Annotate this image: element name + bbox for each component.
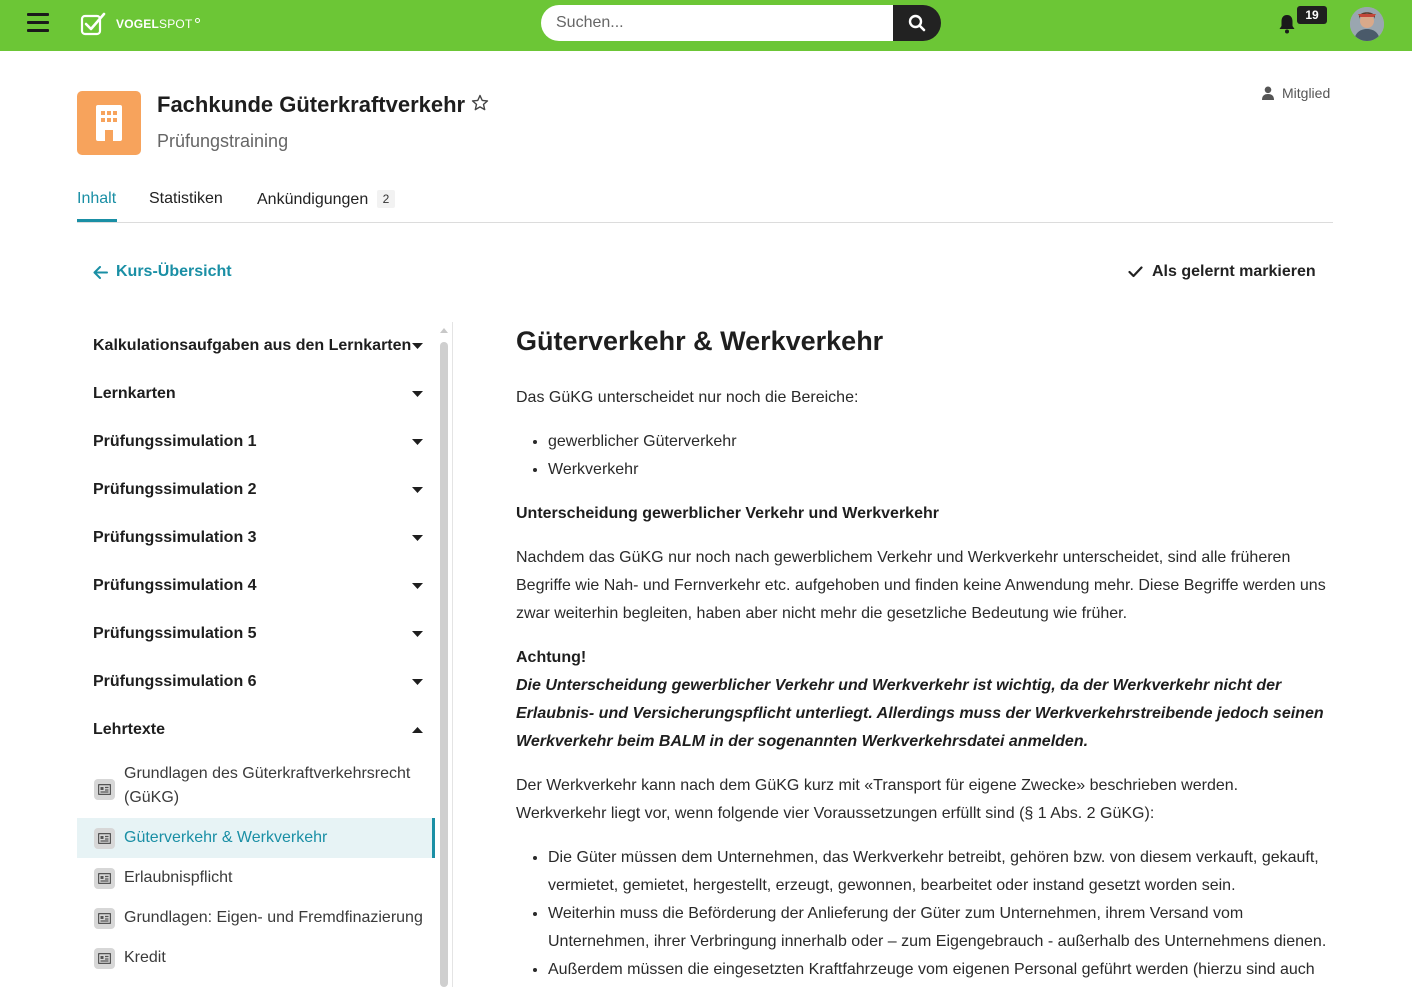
sidebar-divider [452, 322, 453, 987]
lesson-label: Güterverkehr & Werkverkehr [124, 829, 328, 846]
lesson-item[interactable] [77, 898, 435, 938]
warning-text: Die Unterscheidung gewerblicher Verkehr und Werkverkehr ist wichtig, da der Werkverkehr nicht der Erlaubnis- und Versicherungspflicht unterliegt. Allerdings muss der Werkverkehrstreibende jedoch seinen Werkverkehr beim BALM in der sogenannten Werkverkehrsdatei anmelden. [516, 677, 1324, 750]
back-to-course-overview-link[interactable] [93, 263, 232, 281]
sidebar-section[interactable] [93, 514, 423, 562]
tab-label: Statistiken [149, 190, 223, 207]
section-label: Prüfungssimulation 3 [93, 529, 257, 546]
top-bar [0, 0, 1412, 51]
tab-statistiken[interactable] [149, 190, 223, 208]
list-item: • Werkverkehr [548, 456, 1332, 484]
course-title: Fachkunde Güterkraftverkehr [157, 92, 466, 117]
section-label: Prüfungssimulation 4 [93, 577, 257, 594]
section-label: Prüfungssimulation 1 [93, 433, 257, 450]
list-item: • gewerblicher Güterverkehr [548, 428, 1332, 456]
search-bar [541, 5, 941, 41]
search-icon [908, 14, 926, 32]
search-input[interactable] [541, 5, 893, 41]
article-paragraph: Der Werkverkehr kann nach dem GüKG kurz mit «Transport für eigene Zwecke» beschrieben werden. Werkverkehr liegt vor, wenn folgende vier Voraussetzungen erfüllt sind (§ 1 Abs. 2 GüKG): [516, 777, 1239, 822]
sidebar-section[interactable] [93, 562, 423, 610]
user-avatar[interactable] [1350, 7, 1384, 41]
course-sidebar [77, 322, 453, 987]
article-paragraph: Nachdem das GüKG nur noch nach gewerblichem Verkehr und Werkverkehr unterscheidet, sind alle früheren Begriffe wie Nah- und Fernverkehr etc. aufgehoben und finden keine Anwendung mehr. Diese Begriffe werden uns zwar weiterhin begleiten, haben aber nicht mehr die gesetzliche Bedeutung wie früher. [516, 549, 1326, 622]
sidebar-section-lehrtexte[interactable] [93, 706, 423, 754]
article-icon [94, 828, 115, 849]
list-item: • Außerdem müssen die eingesetzten Kraftfahrzeuge vom eigenen Personal geführt werden (hierzu sind auch [548, 956, 1332, 984]
sidebar-section[interactable] [93, 658, 423, 706]
caret-down-icon [412, 583, 423, 589]
mark-as-learned-button[interactable] [1128, 263, 1316, 281]
notification-count-badge[interactable]: 19 [1297, 6, 1327, 24]
list-item: • Die Güter müssen dem Unternehmen, das Werkverkehr betreibt, gehören bzw. von diesem verkauft, gekauft, vermietet, gemietet, hergestellt, erzeugt, gewonnen, bearbeitet oder instand gesetzt worden sein. [548, 844, 1332, 900]
caret-up-icon [412, 727, 423, 733]
user-icon [1262, 86, 1274, 100]
lesson-item[interactable] [77, 938, 435, 978]
course-icon [77, 91, 141, 155]
sidebar-section[interactable] [93, 418, 423, 466]
article-subheading: Unterscheidung gewerblicher Verkehr und Werkverkehr [516, 505, 939, 522]
article-icon [94, 779, 115, 800]
check-icon [1128, 266, 1143, 278]
lesson-item-active[interactable] [77, 818, 435, 858]
membership-label: Mitglied [1282, 85, 1331, 101]
tab-label: Inhalt [77, 190, 117, 207]
sidebar-scrollbar[interactable] [439, 325, 449, 987]
scroll-up-arrow-icon[interactable] [440, 328, 448, 333]
caret-down-icon [412, 535, 423, 541]
mark-as-learned-label: Als gelernt markieren [1152, 263, 1316, 280]
section-label: Prüfungssimulation 2 [93, 481, 257, 498]
warning-label: Achtung! [516, 649, 587, 666]
caret-down-icon [412, 631, 423, 637]
caret-down-icon [412, 487, 423, 493]
menu-icon[interactable] [27, 13, 49, 33]
announcements-count-badge: 2 [377, 190, 396, 208]
section-label: Prüfungssimulation 5 [93, 625, 257, 642]
article-intro: Das GüKG unterscheidet nur noch die Bereiche: [516, 389, 859, 406]
bereiche-list [548, 428, 1332, 484]
section-label: Prüfungssimulation 6 [93, 673, 257, 690]
warning-block [516, 644, 1332, 756]
course-tabs [77, 186, 1333, 223]
logo-check-icon [80, 11, 106, 37]
lesson-label: Grundlagen: Eigen- und Fremdfinazierung [124, 909, 423, 926]
sidebar-section[interactable] [93, 322, 423, 370]
arrow-left-icon [93, 266, 108, 279]
tab-label: Ankündigungen [257, 191, 369, 208]
article-title: Güterverkehr & Werkverkehr [516, 326, 884, 356]
lesson-label: Erlaubnispflicht [124, 869, 233, 886]
sidebar-section[interactable] [93, 610, 423, 658]
lesson-label: Kredit [124, 949, 166, 966]
favorite-star-icon[interactable] [471, 94, 489, 112]
section-label: Kalkulationsaufgaben aus den Lernkarten [93, 337, 412, 354]
article-icon [94, 868, 115, 889]
caret-down-icon [412, 679, 423, 685]
active-tab-indicator [77, 219, 117, 222]
tab-ankuendigungen[interactable] [257, 190, 395, 209]
section-label: Lernkarten [93, 385, 176, 402]
lesson-item[interactable] [77, 762, 435, 818]
lesson-item[interactable] [77, 858, 435, 898]
search-button[interactable] [893, 5, 941, 41]
lesson-label: Grundlagen des Güterkraftverkehrsrecht (GüKG) [124, 765, 411, 806]
back-link-label: Kurs-Übersicht [116, 263, 232, 280]
caret-down-icon [412, 439, 423, 445]
course-subtitle: Prüfungstraining [157, 131, 289, 151]
sidebar-section[interactable] [93, 370, 423, 418]
tab-inhalt[interactable] [77, 190, 116, 208]
building-icon [94, 103, 124, 143]
caret-down-icon [412, 391, 423, 397]
brand-logo[interactable] [80, 11, 200, 37]
article-icon [94, 948, 115, 969]
voraussetzungen-list [548, 844, 1332, 984]
list-item: • Weiterhin muss die Beförderung der Anlieferung der Güter zum Unternehmen, ihrem Versand vom Unternehmen, ihrer Verbringung innerhalb oder – zum Eigengebrauch - außerhalb des Unternehmens dienen. [548, 900, 1332, 956]
caret-down-icon [412, 343, 423, 349]
avatar-image [1350, 7, 1384, 41]
article-content [516, 322, 1332, 987]
bell-icon[interactable] [1277, 13, 1297, 35]
section-label: Lehrtexte [93, 721, 166, 738]
membership-status [1262, 85, 1330, 101]
sidebar-section[interactable] [93, 466, 423, 514]
brand-name: VOGELSPOT [116, 17, 200, 31]
scrollbar-thumb[interactable] [440, 342, 448, 987]
article-icon [94, 908, 115, 929]
